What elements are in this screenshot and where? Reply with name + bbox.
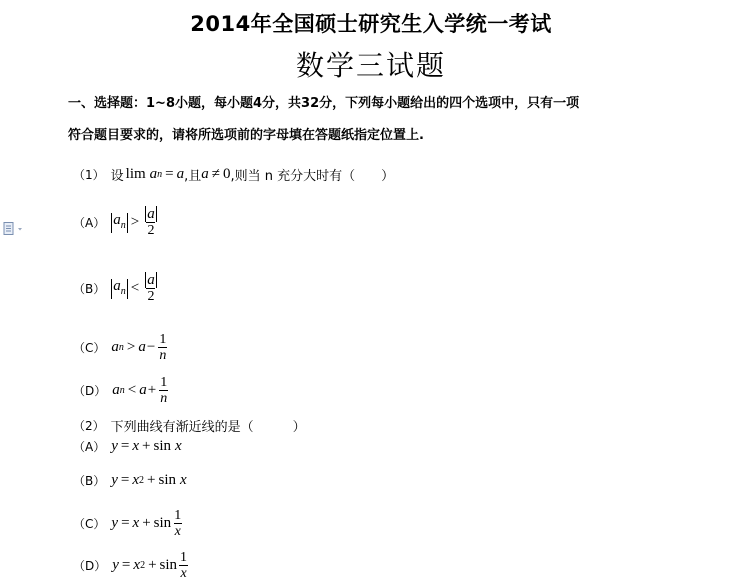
option-b[interactable] — [73, 472, 187, 489]
math-var: a — [149, 166, 158, 182]
fraction-denominator: x — [174, 524, 181, 539]
question-text: 下列曲线有渐近线的是（ ） — [110, 420, 306, 435]
math-sub: n — [120, 219, 126, 231]
math-sign: − — [146, 339, 156, 355]
fraction-numerator: 1 — [174, 508, 182, 523]
option-label: （B） — [73, 282, 106, 296]
math-eq: = — [120, 438, 130, 454]
fraction-numerator: 1 — [160, 375, 168, 390]
fraction — [159, 375, 168, 406]
math-plus: + — [148, 557, 157, 573]
fraction-numerator: 1 — [180, 550, 188, 565]
section-instructions-line1: 一、选择题：1~8小题，每小题4分，共32分，下列每小题给出的四个选项中，只有一项 — [68, 96, 580, 111]
option-b[interactable] — [73, 273, 160, 304]
math-pow: 2 — [139, 475, 145, 486]
math-x: x — [132, 515, 140, 531]
math-arg: x — [175, 438, 182, 454]
question-number: （1） — [73, 168, 105, 182]
math-sin: sin — [153, 438, 172, 454]
fraction-numerator: a — [147, 272, 155, 288]
option-a[interactable] — [73, 207, 160, 238]
math-rhs: a — [138, 339, 146, 355]
math-var: a — [113, 211, 121, 228]
math-x: x — [133, 557, 141, 573]
math-rel: > — [130, 214, 140, 230]
fraction — [144, 207, 158, 238]
math-var: a — [112, 382, 120, 398]
section-instructions-line2: 符合题目要求的，请将所选项前的字母填在答题纸指定位置上. — [68, 128, 424, 143]
math-plus: + — [147, 472, 156, 488]
option-a[interactable] — [73, 438, 182, 455]
math-sub: n — [120, 285, 126, 297]
math-val: a — [176, 166, 185, 182]
math-rel: > — [126, 339, 136, 355]
math-eq: = — [120, 472, 130, 488]
math-y: y — [112, 557, 119, 573]
math-eq: = — [121, 515, 130, 531]
math-sub: n — [157, 169, 163, 180]
math-rel: < — [130, 280, 140, 296]
fraction-numerator: 1 — [159, 332, 167, 347]
question-text: ,则当 n 充分大时有（ ） — [230, 169, 395, 184]
math-y: y — [111, 515, 119, 531]
question-2 — [73, 416, 306, 435]
math-sub: n — [119, 385, 125, 396]
option-label: （C） — [73, 517, 106, 531]
option-d[interactable] — [73, 375, 170, 406]
exam-title: 2014年全国硕士研究生入学统一考试 — [190, 12, 552, 36]
fraction-numerator: a — [147, 206, 155, 222]
document-icon[interactable] — [3, 222, 25, 236]
math-rhs: a — [139, 382, 147, 398]
fraction-denominator: 2 — [147, 289, 155, 304]
math-x: x — [132, 472, 140, 488]
fraction-denominator: x — [180, 566, 187, 581]
option-label: （D） — [73, 559, 107, 573]
math-sign: + — [147, 382, 157, 398]
option-c[interactable] — [73, 508, 184, 539]
option-label: （A） — [73, 440, 106, 454]
fraction-denominator: n — [160, 391, 168, 406]
fraction — [179, 550, 188, 581]
question-text: 设 — [110, 169, 124, 184]
math-sin: sin — [158, 472, 177, 488]
math-eq: = — [121, 557, 131, 573]
math-pow: 2 — [140, 560, 146, 571]
fraction — [158, 332, 167, 363]
math-plus: + — [142, 515, 151, 531]
math-sin: sin — [159, 557, 178, 573]
math-zero: 0 — [223, 166, 231, 182]
question-number: （2） — [73, 419, 105, 433]
fraction-denominator: n — [159, 348, 167, 363]
math-var: a — [111, 339, 119, 355]
exam-subtitle: 数学三试题 — [295, 49, 446, 82]
math-rel: < — [127, 382, 137, 398]
option-label: （B） — [73, 474, 106, 488]
math-var: a — [113, 277, 121, 294]
option-label: （C） — [73, 341, 106, 355]
option-label: （D） — [73, 384, 107, 398]
math-neq: ≠ — [211, 166, 221, 182]
math-lim: lim — [125, 166, 146, 182]
math-y: y — [111, 472, 118, 488]
option-d[interactable] — [73, 550, 190, 581]
fraction — [144, 273, 158, 304]
fraction — [173, 508, 182, 539]
math-y: y — [111, 438, 118, 454]
question-text: ,且 — [184, 169, 202, 184]
math-arg: x — [180, 472, 187, 488]
math-var: a — [201, 166, 209, 182]
math-sub: n — [118, 342, 124, 353]
math-eq: = — [165, 166, 174, 182]
fraction-denominator: 2 — [147, 223, 155, 238]
math-x: x — [132, 438, 140, 454]
option-label: （A） — [73, 216, 106, 230]
math-sin: sin — [153, 515, 172, 531]
option-c[interactable] — [73, 332, 169, 363]
math-plus: + — [142, 438, 151, 454]
question-1 — [73, 165, 394, 184]
